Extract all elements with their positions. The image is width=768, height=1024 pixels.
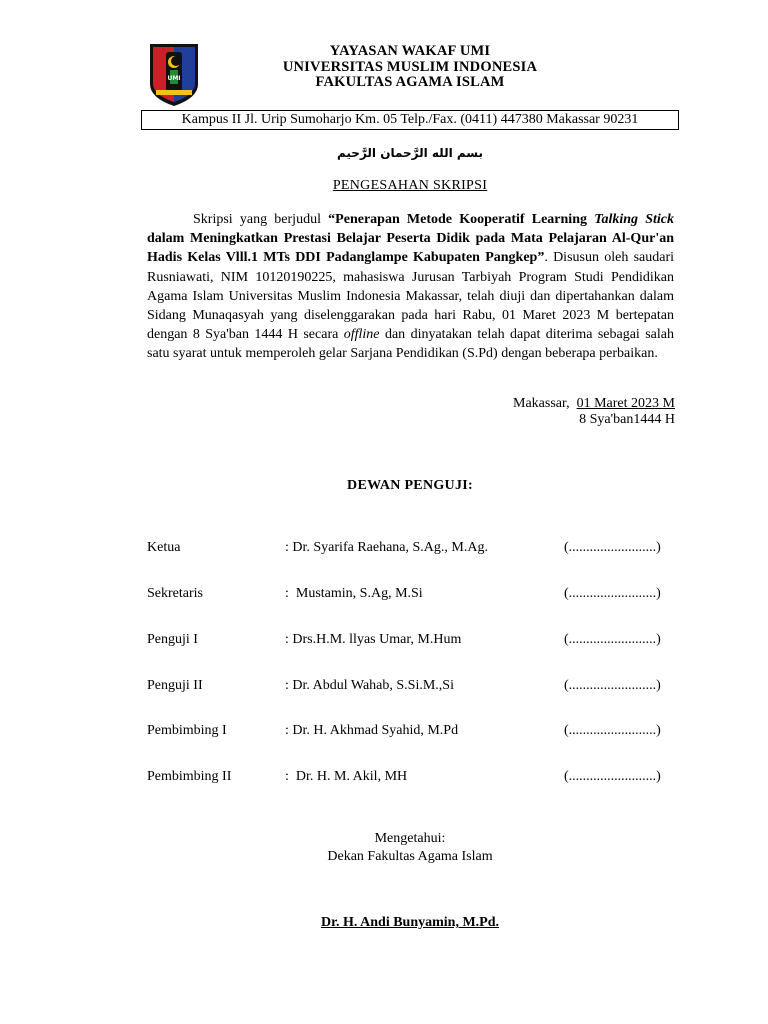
body-paragraph (147, 210, 674, 364)
examiner-role: Sekretaris (147, 586, 203, 601)
examiner-name: : Dr. Abdul Wahab, S.Si.M.,Si (285, 678, 454, 693)
address-box: Kampus II Jl. Urip Sumoharjo Km. 05 Telp./Fax. (0411) 447380 Makassar 90231 (141, 110, 679, 130)
dean-office: Dekan Fakultas Agama Islam (327, 849, 493, 864)
basmalah: بسم الله الرَّحمان الرَّحيم (336, 146, 484, 160)
thesis-title-part-1: “Penerapan Metode Kooperatif Learning (328, 212, 595, 227)
hijri-date: 8 Sya'ban1444 H (579, 412, 675, 427)
examiner-role: Pembimbing II (147, 769, 232, 784)
thesis-title-part-2: dalam Meningkatkan Prestasi Belajar Peserta Didik pada Mata Pelajaran Al-Qur'an Hadis Kelas Vlll.1 MTs DDI Padanglampe Kabupaten Pangkep” (147, 231, 674, 266)
university-crest-icon (146, 40, 202, 108)
examiner-row (147, 632, 677, 652)
body-conclusion: dan dinyatakan telah dapat diterima sebagai salah satu syarat untuk memperoleh gelar Sarjana Pendidikan (S.Pd) dengan beberapa perbaikan. (147, 327, 674, 362)
faculty-name: FAKULTAS AGAMA ISLAM (315, 74, 505, 90)
examiner-role: Penguji II (147, 678, 203, 693)
thesis-title-italic: Talking Stick (594, 212, 675, 227)
examiner-name: : Dr. H. M. Akil, MH (285, 769, 408, 784)
foundation-name: YAYASAN WAKAF UMI (329, 43, 491, 59)
signature-line: (.........................) (564, 632, 661, 647)
place-date (420, 396, 675, 428)
signature-line: (.........................) (564, 540, 661, 555)
signature-line: (.........................) (564, 769, 661, 784)
examiner-board-title: DEWAN PENGUJI: (347, 478, 473, 493)
examiner-row (147, 586, 677, 606)
exam-mode: offline (343, 327, 380, 343)
examiner-name: : Drs.H.M. llyas Umar, M.Hum (285, 632, 462, 647)
body-details: . Disusun oleh saudari Rusniawati, NIM 10120190225, mahasiswa Jurusan Tarbiyah Program Studi Pendidikan Agama Islam Universitas Muslim Indonesia Makassar, telah diuji dan dipertahankan dalam Sidang Munaqasyah yang diselenggarakan pada hari Rabu, 01 Maret 2023 M bertepatan dengan 8 Sya'ban 1444 H secara (147, 250, 675, 343)
examiner-name: : Mustamin, S.Ag, M.Si (285, 586, 423, 601)
document-title: PENGESAHAN SKRIPSI (332, 178, 488, 193)
examiner-name: : Dr. Syarifa Raehana, S.Ag., M.Ag. (285, 540, 488, 555)
examiner-row (147, 723, 677, 743)
place: Makassar, (513, 396, 577, 411)
dean-name: Dr. H. Andi Bunyamin, M.Pd. (320, 915, 500, 930)
gregorian-date: 01 Maret 2023 M (576, 396, 675, 411)
acknowledgement (260, 830, 560, 866)
ack-label: Mengetahui: (374, 831, 446, 846)
signature-line: (.........................) (564, 586, 661, 601)
signature-line: (.........................) (564, 723, 661, 738)
university-name: UNIVERSITAS MUSLIM INDONESIA (282, 58, 538, 75)
letterhead (200, 44, 620, 91)
signature-line: (.........................) (564, 678, 661, 693)
examiner-role: Ketua (147, 540, 181, 555)
examiner-row (147, 540, 677, 560)
body-intro: Skripsi yang berjudul (193, 212, 329, 227)
examiner-row (147, 678, 677, 698)
examiner-role: Pembimbing I (147, 723, 227, 738)
examiner-role: Penguji I (147, 632, 198, 647)
svg-text:UMI: UMI (167, 75, 181, 82)
examiner-name: : Dr. H. Akhmad Syahid, M.Pd (285, 723, 459, 738)
examiner-row (147, 769, 677, 789)
